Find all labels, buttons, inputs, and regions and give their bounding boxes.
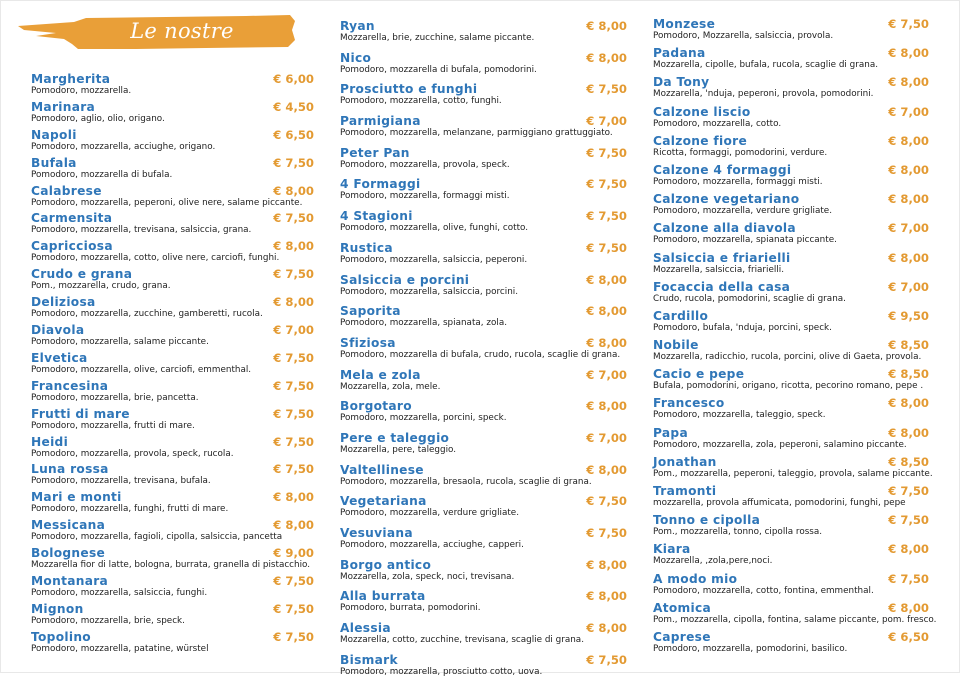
menu-item [653, 46, 929, 75]
pizza-name: Monzese [653, 17, 716, 31]
pizza-price: € 8,00 [888, 396, 929, 411]
pizza-ingredients: Pomodoro, mozzarella, trevisana, bufala. [31, 476, 211, 487]
pizza-ingredients: Pomodoro, mozzarella, verdure grigliate. [653, 206, 833, 217]
pizza-ingredients: Pomodoro, mozzarella, taleggio, speck. [653, 410, 826, 421]
pizza-ingredients: Pomodoro, mozzarella, formaggi misti. [653, 176, 823, 187]
pizza-name: Francesina [31, 378, 109, 393]
menu-item [653, 600, 937, 630]
menu-column-3 [653, 17, 937, 659]
pizza-price: € 8,00 [888, 162, 929, 177]
pizza-name: Sfiziosa [340, 335, 396, 350]
menu-item [653, 396, 929, 425]
menu-item [653, 484, 929, 513]
pizza-ingredients: Pomodoro, mozzarella, prosciutto cotto, uova. [340, 666, 543, 677]
menu-item [340, 146, 627, 178]
menu-item [31, 128, 314, 156]
menu-item [31, 100, 314, 128]
pizza-price: € 7,00 [586, 367, 627, 382]
pizza-name: Parmigiana [340, 114, 421, 129]
pizza-price: € 8,50 [888, 454, 929, 469]
menu-item [653, 367, 929, 396]
pizza-name: Borgo antico [340, 557, 432, 572]
pizza-ingredients: Pomodoro, mozzarella, formaggi misti. [340, 191, 510, 202]
pizza-ingredients: Mozzarella, cipolle, bufala, rucola, scaglie di grana. [653, 60, 879, 71]
pizza-name: Francesco [653, 396, 725, 411]
pizza-name: Deliziosa [31, 295, 96, 310]
pizza-name: Saporita [340, 304, 401, 319]
pizza-price: € 8,00 [586, 462, 627, 477]
pizza-name: Kiara [653, 542, 691, 557]
pizza-price: € 7,50 [273, 211, 314, 226]
pizza-ingredients: Pom., mozzarella, tonno, cipolla rossa. [653, 527, 823, 538]
pizza-ingredients: Bufala, pomodorini, origano, ricotta, pecorino romano, pepe . [653, 381, 924, 392]
menu-item [340, 177, 627, 209]
pizza-ingredients: Pomodoro, mozzarella, salsiccia, peperoni. [340, 254, 528, 265]
pizza-ingredients: Pomodoro, bufala, 'nduja, porcini, speck. [653, 322, 832, 333]
pizza-ingredients: Pomodoro, mozzarella, brie, speck. [31, 615, 185, 626]
menu-item [653, 454, 933, 484]
pizza-ingredients: Pomodoro, mozzarella. [31, 86, 132, 96]
pizza-name: Da Tony [653, 75, 710, 90]
pizza-name: Cacio e pepe [653, 367, 745, 382]
menu-item [31, 630, 314, 658]
menu-item [653, 105, 929, 134]
pizza-ingredients: Pomodoro, mozzarella, funghi, frutti di mare. [31, 504, 229, 515]
pizza-price: € 8,00 [888, 192, 929, 207]
pizza-ingredients: Pomodoro, mozzarella di bufala. [31, 169, 173, 180]
pizza-ingredients: Ricotta, formaggi, pomodorini, verdure. [653, 147, 828, 158]
menu-item [31, 518, 314, 546]
pizza-ingredients: Pomodoro, mozzarella, salsiccia, porcini. [340, 286, 519, 297]
pizza-price: € 8,00 [586, 589, 627, 604]
menu-item [31, 546, 314, 574]
menu-item [653, 338, 929, 367]
pizza-ingredients: Pomodoro, mozzarella di bufala, pomodorini. [340, 64, 537, 75]
menu-item [653, 221, 929, 250]
pizza-ingredients: Pomodoro, mozzarella, pomodorini, basilico. [653, 643, 848, 654]
pizza-price: € 8,00 [586, 19, 627, 33]
menu-item [340, 336, 627, 368]
pizza-price: € 6,50 [273, 127, 314, 142]
menu-item [653, 192, 929, 221]
menu-item [31, 435, 314, 463]
menu-title: Le nostre Pizze [130, 19, 234, 73]
pizza-price: € 8,00 [273, 518, 314, 533]
pizza-name: Valtellinese [340, 462, 424, 477]
pizza-ingredients: Mozzarella, ,zola,pere,noci. [653, 556, 773, 567]
pizza-name: Salsiccia e friarielli [653, 250, 791, 265]
pizza-price: € 7,50 [888, 571, 929, 586]
pizza-price: € 8,00 [586, 50, 627, 65]
menu-item [31, 490, 314, 518]
pizza-name: Rustica [340, 240, 393, 255]
pizza-ingredients: Pomodoro, mozzarella, peperoni, olive nere, salame piccante. [31, 197, 303, 208]
pizza-price: € 8,00 [888, 542, 929, 557]
pizza-name: Peter Pan [340, 145, 410, 160]
pizza-price: € 8,00 [273, 295, 314, 310]
pizza-price: € 7,50 [888, 484, 929, 498]
menu-item [31, 462, 314, 490]
pizza-ingredients: Mozzarella, zola, mele. [340, 381, 441, 392]
pizza-name: Nico [340, 50, 372, 65]
menu-item [31, 351, 314, 379]
pizza-price: € 8,00 [586, 621, 627, 636]
pizza-name: Tramonti [653, 484, 717, 498]
menu-item [31, 407, 314, 435]
pizza-price: € 8,00 [586, 557, 627, 572]
pizza-name: Caprese [653, 629, 711, 644]
pizza-name: 4 Formaggi [340, 177, 421, 192]
pizza-ingredients: Pomodoro, mozzarella, salame piccante. [31, 337, 209, 348]
pizza-name: Margherita [31, 72, 111, 86]
pizza-name: Crudo e grana [31, 267, 133, 282]
menu-item [340, 589, 627, 621]
pizza-ingredients: Mozzarella, brie, zucchine, salame piccante. [340, 33, 535, 43]
menu-item [653, 163, 929, 192]
menu-item [31, 295, 314, 323]
pizza-price: € 8,00 [888, 133, 929, 148]
title-banner [16, 13, 296, 73]
pizza-price: € 7,00 [888, 104, 929, 119]
menu-item [340, 82, 627, 114]
pizza-ingredients: Pomodoro, mozzarella, frutti di mare. [31, 420, 195, 431]
menu-item [653, 17, 929, 46]
pizza-ingredients: Pomodoro, mozzarella, zucchine, gamberetti, rucola. [31, 309, 263, 320]
pizza-price: € 8,00 [586, 272, 627, 287]
pizza-name: Mignon [31, 601, 84, 616]
pizza-name: Frutti di mare [31, 406, 130, 421]
pizza-ingredients: Mozzarella fior di latte, bologna, burrata, granella di pistacchio. [31, 560, 311, 571]
pizza-price: € 7,50 [273, 155, 314, 170]
pizza-name: Focaccia della casa [653, 279, 791, 294]
pizza-price: € 7,50 [273, 629, 314, 644]
menu-item [31, 184, 314, 212]
pizza-price: € 7,50 [586, 526, 627, 540]
pizza-ingredients: Mozzarella, salsiccia, friarielli. [653, 264, 784, 275]
pizza-name: Elvetica [31, 350, 88, 365]
menu-item [340, 51, 627, 83]
pizza-price: € 8,50 [888, 367, 929, 382]
pizza-ingredients: Pom., mozzarella, crudo, grana. [31, 281, 171, 292]
pizza-name: Mari e monti [31, 490, 122, 505]
pizza-price: € 7,00 [888, 221, 929, 236]
pizza-name: Cardillo [653, 308, 709, 323]
pizza-price: € 7,50 [586, 177, 627, 192]
pizza-ingredients: Pomodoro, mozzarella, trevisana, salsiccia, grana. [31, 225, 252, 236]
menu-item [340, 526, 627, 558]
pizza-ingredients: Pomodoro, mozzarella, fagioli, cipolla, salsiccia, pancetta [31, 532, 283, 543]
pizza-ingredients: Pomodoro, mozzarella di bufala, crudo, rucola, scaglie di grana. [340, 349, 621, 360]
pizza-ingredients: Pomodoro, mozzarella, brie, pancetta. [31, 392, 199, 403]
pizza-price: € 7,00 [888, 279, 929, 294]
pizza-name: Borgotaro [340, 399, 412, 414]
pizza-price: € 8,00 [888, 46, 929, 61]
pizza-name: Nobile [653, 338, 699, 353]
menu-column-2 [340, 19, 627, 684]
pizza-ingredients: Pom., mozzarella, peperoni, taleggio, provola, salame piccante. [653, 468, 933, 479]
pizza-name: Luna rossa [31, 462, 109, 477]
pizza-price: € 7,50 [273, 267, 314, 282]
pizza-price: € 7,50 [888, 17, 929, 31]
pizza-ingredients: Pomodoro, mozzarella, olive, carciofi, emmenthal. [31, 364, 252, 375]
pizza-price: € 7,50 [273, 350, 314, 365]
pizza-price: € 7,50 [888, 513, 929, 528]
pizza-price: € 7,50 [586, 652, 627, 667]
menu-column-1 [31, 72, 314, 658]
menu-item [653, 572, 929, 601]
pizza-ingredients: Pomodoro, Mozzarella, salsiccia, provola. [653, 31, 834, 41]
menu-item [340, 209, 627, 241]
pizza-name: Messicana [31, 518, 106, 533]
menu-item [653, 134, 929, 163]
pizza-name: Papa [653, 425, 688, 440]
pizza-name: Bufala [31, 155, 77, 170]
pizza-name: Calzone vegetariano [653, 192, 800, 207]
menu-item [31, 379, 314, 407]
pizza-ingredients: Mozzarella, zola, speck, noci, trevisana. [340, 571, 515, 582]
menu-item [340, 304, 627, 336]
pizza-name: Capricciosa [31, 239, 113, 254]
pizza-name: 4 Stagioni [340, 209, 413, 224]
pizza-ingredients: Pomodoro, mozzarella, provola, speck, rucola. [31, 448, 234, 459]
pizza-ingredients: Pomodoro, burrata, pomodorini. [340, 603, 481, 614]
pizza-name: Calzone alla diavola [653, 221, 796, 236]
pizza-ingredients: Pomodoro, mozzarella, verdure grigliate. [340, 508, 520, 519]
pizza-name: Diavola [31, 323, 85, 338]
pizza-price: € 7,00 [586, 430, 627, 445]
pizza-price: € 6,00 [273, 72, 314, 86]
pizza-ingredients: Pomodoro, mozzarella, porcini, speck. [340, 413, 507, 424]
pizza-ingredients: Mozzarella, radicchio, rucola, porcini, olive di Gaeta, provola. [653, 352, 922, 363]
pizza-price: € 8,00 [586, 335, 627, 350]
pizza-name: Carmensita [31, 211, 113, 226]
pizza-price: € 8,00 [273, 490, 314, 505]
pizza-ingredients: Pomodoro, aglio, olio, origano. [31, 113, 165, 124]
pizza-price: € 7,50 [273, 434, 314, 449]
pizza-price: € 8,00 [888, 250, 929, 265]
menu-item [653, 542, 929, 571]
menu-item [31, 72, 314, 100]
pizza-name: Bolognese [31, 546, 106, 561]
pizza-ingredients: Pomodoro, mozzarella, cotto. [653, 118, 782, 129]
menu-item [340, 114, 627, 146]
menu-item [31, 574, 314, 602]
pizza-name: Marinara [31, 99, 96, 114]
pizza-name: Vesuviana [340, 526, 413, 540]
pizza-price: € 7,00 [586, 114, 627, 129]
pizza-price: € 8,00 [888, 75, 929, 90]
pizza-ingredients: Pomodoro, mozzarella, acciughe, capperi. [340, 540, 524, 550]
menu-item [340, 19, 627, 51]
pizza-ingredients: Pomodoro, mozzarella, cotto, funghi. [340, 96, 502, 107]
pizza-price: € 7,50 [273, 574, 314, 589]
pizza-price: € 7,50 [586, 240, 627, 255]
pizza-ingredients: Pom., mozzarella, cipolla, fontina, salame piccante, pom. fresco. [653, 614, 937, 625]
pizza-ingredients: Pomodoro, mozzarella, bresaola, rucola, scaglie di grana. [340, 476, 592, 487]
pizza-ingredients: Pomodoro, mozzarella, acciughe, origano. [31, 141, 216, 152]
menu-item [340, 463, 627, 495]
pizza-price: € 8,00 [888, 600, 929, 615]
pizza-name: Calzone 4 formaggi [653, 162, 792, 177]
pizza-name: Calabrese [31, 183, 102, 198]
pizza-name: Montanara [31, 574, 109, 589]
pizza-name: Pere e taleggio [340, 430, 450, 445]
pizza-name: Padana [653, 46, 706, 61]
pizza-name: Topolino [31, 629, 91, 644]
pizza-name: Vegetariana [340, 494, 427, 509]
menu-item [340, 431, 627, 463]
pizza-price: € 7,50 [586, 145, 627, 160]
pizza-name: Calzone fiore [653, 133, 748, 148]
pizza-name: A modo mio [653, 571, 738, 586]
menu-item [340, 621, 627, 653]
pizza-price: € 7,50 [273, 462, 314, 477]
menu-item [31, 156, 314, 184]
pizza-price: € 8,50 [888, 338, 929, 353]
pizza-ingredients: Pomodoro, mozzarella, melanzane, parmiggiano grattuggiato. [340, 128, 613, 139]
menu-item [340, 653, 627, 684]
pizza-name: Salsiccia e porcini [340, 272, 470, 287]
menu-item [653, 426, 929, 455]
menu-item [31, 239, 314, 267]
pizza-price: € 8,00 [586, 304, 627, 319]
menu-item [340, 494, 627, 526]
pizza-name: Bismark [340, 652, 398, 667]
pizza-ingredients: Pomodoro, mozzarella, zola, peperoni, salamino piccante. [653, 439, 907, 450]
pizza-ingredients: Pomodoro, mozzarella, spianata, zola. [340, 318, 508, 329]
pizza-price: € 7,50 [273, 406, 314, 421]
menu-item [31, 602, 314, 630]
pizza-price: € 9,00 [273, 546, 314, 561]
menu-item [653, 513, 929, 542]
pizza-name: Jonathan [653, 454, 717, 469]
pizza-ingredients: Mozzarella, 'nduja, peperoni, provola, pomodorini. [653, 89, 874, 100]
pizza-price: € 4,50 [273, 99, 314, 114]
pizza-name: Alla burrata [340, 589, 426, 604]
pizza-name: Ryan [340, 19, 375, 33]
menu-item [653, 280, 929, 309]
menu-item [340, 273, 627, 305]
pizza-price: € 6,50 [888, 629, 929, 644]
menu-item [340, 558, 627, 590]
pizza-name: Tonno e cipolla [653, 513, 761, 528]
pizza-name: Napoli [31, 127, 77, 142]
pizza-price: € 9,50 [888, 308, 929, 323]
menu-item [653, 75, 929, 104]
pizza-ingredients: Pomodoro, mozzarella, salsiccia, funghi. [31, 588, 208, 599]
menu-item [31, 323, 314, 351]
menu-item [653, 630, 929, 659]
pizza-ingredients: Pomodoro, mozzarella, provola, speck. [340, 159, 510, 170]
menu-item [340, 399, 627, 431]
menu-item [653, 251, 929, 280]
pizza-price: € 7,50 [586, 209, 627, 224]
pizza-ingredients: Mozzarella, pere, taleggio. [340, 444, 457, 455]
pizza-name: Heidi [31, 434, 69, 449]
pizza-price: € 7,50 [273, 378, 314, 393]
pizza-name: Alessia [340, 621, 391, 636]
pizza-ingredients: Pomodoro, mozzarella, olive, funghi, cotto. [340, 223, 529, 234]
pizza-price: € 8,00 [586, 399, 627, 414]
pizza-name: Mela e zola [340, 367, 421, 382]
pizza-ingredients: mozzarella, provola affumicata, pomodorini, funghi, pepe [653, 498, 906, 508]
pizza-price: € 7,50 [586, 494, 627, 509]
menu-item [340, 368, 627, 400]
pizza-ingredients: Mozzarella, cotto, zucchine, trevisana, scaglie di grana. [340, 635, 584, 646]
pizza-price: € 7,50 [273, 601, 314, 616]
pizza-ingredients: Crudo, rucola, pomodorini, scaglie di grana. [653, 293, 846, 304]
pizza-price: € 8,00 [273, 183, 314, 198]
menu-item [31, 211, 314, 239]
pizza-price: € 7,00 [273, 323, 314, 338]
pizza-ingredients: Pomodoro, mozzarella, cotto, olive nere, carciofi, funghi. [31, 253, 280, 264]
pizza-ingredients: Pomodoro, mozzarella, spianata piccante. [653, 235, 837, 246]
menu-item [653, 309, 929, 338]
pizza-name: Prosciutto e funghi [340, 82, 478, 97]
menu-item [340, 241, 627, 273]
pizza-price: € 8,00 [273, 239, 314, 254]
pizza-price: € 8,00 [888, 425, 929, 440]
pizza-ingredients: Pomodoro, mozzarella, cotto, fontina, emmenthal. [653, 585, 874, 596]
pizza-price: € 7,50 [586, 82, 627, 97]
pizza-name: Atomica [653, 600, 712, 615]
pizza-name: Calzone liscio [653, 104, 751, 119]
pizza-ingredients: Pomodoro, mozzarella, patatine, würstel [31, 643, 209, 654]
menu-item [31, 267, 314, 295]
